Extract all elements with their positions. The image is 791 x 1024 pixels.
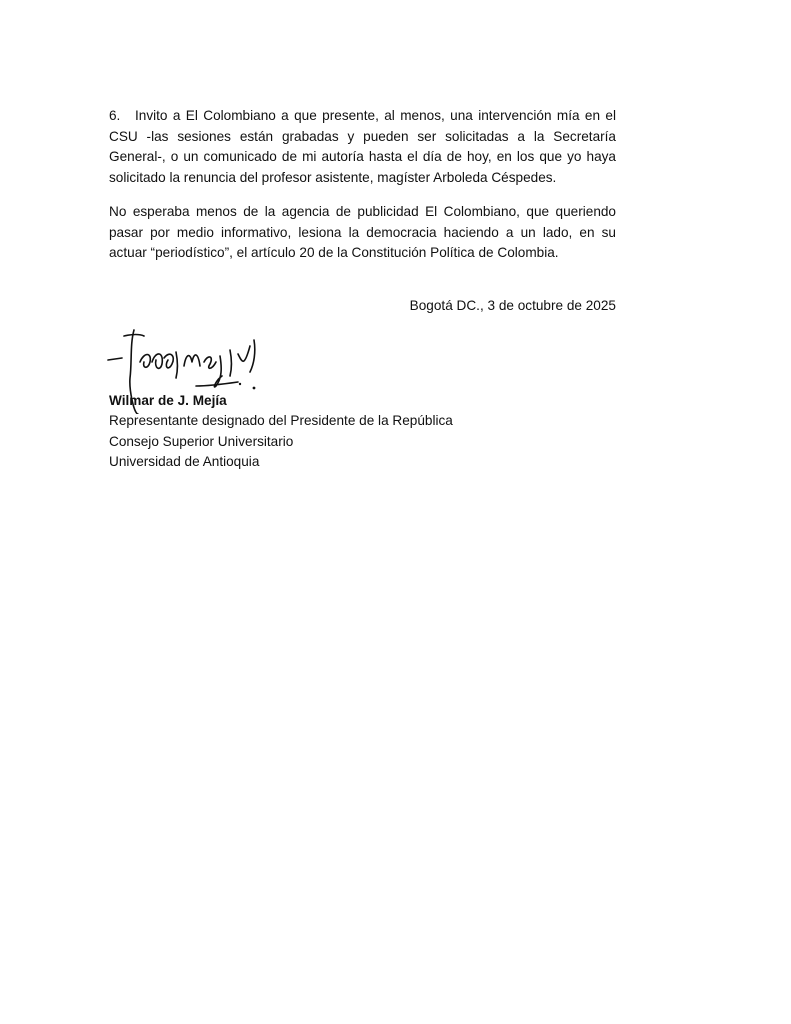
item-6-text: Invito a El Colombiano a que presente, al menos, una intervención mía en el CSU -las sesiones están grabadas y pueden ser solicitadas a la Secretaría General-, o un comunicado de mi autoría hasta el día de hoy, en los que yo haya solicitado la renuncia del profesor asistente, magíster Arboleda Céspedes. [109,108,616,185]
signature-block [109,391,453,472]
item-number: 6. [109,108,121,123]
signer-name: Wilmar de J. Mejía [109,393,227,408]
signer-council: Consejo Superior Universitario [109,433,294,449]
paragraph-item-6 [109,106,616,188]
signer-university: Universidad de Antioquia [109,453,260,469]
closing-paragraph: No esperaba menos de la agencia de publicidad El Colombiano, que queriendo pasar por medio informativo, lesiona la democracia haciendo a un lado, en su actuar “periodístico”, el artículo 20 de la Constitución Política de Colombia. [109,204,616,261]
place-date: Bogotá DC., 3 de octubre de 2025 [409,298,616,313]
signer-role: Representante designado del Presidente de la República [109,413,453,429]
